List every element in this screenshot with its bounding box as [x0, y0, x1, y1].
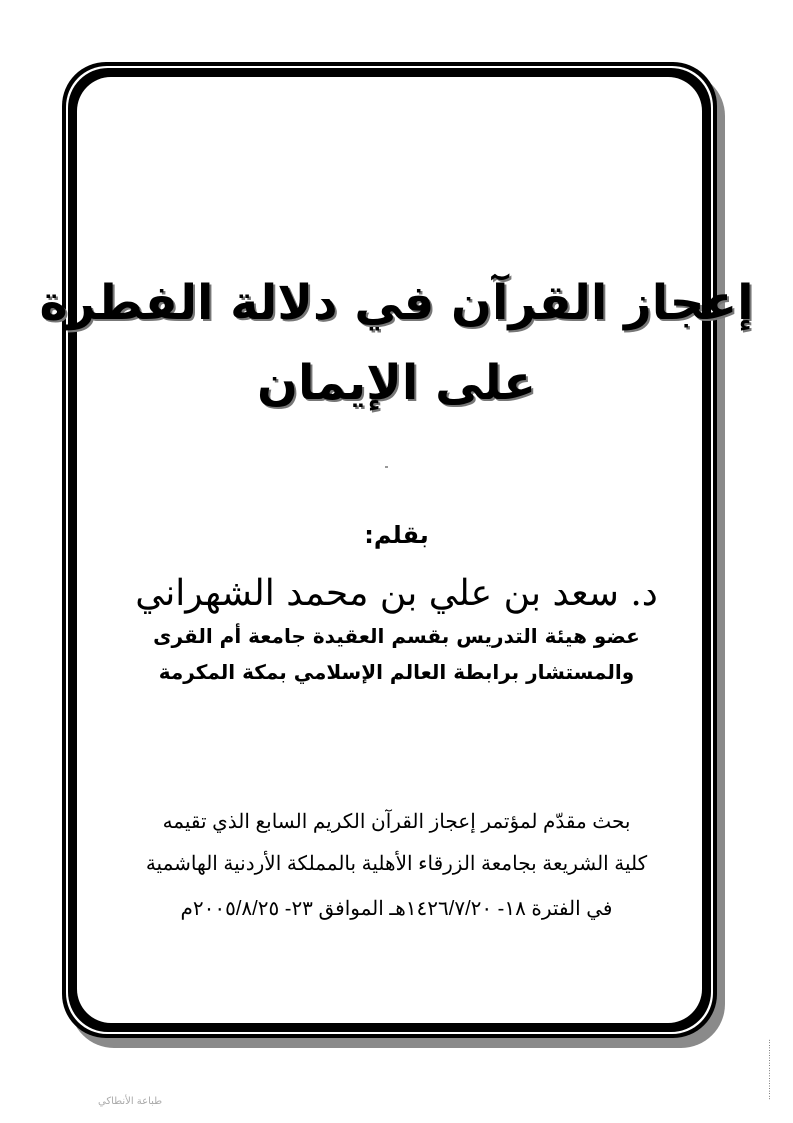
author-affiliation-1: عضو هيئة التدريس بقسم العقيدة جامعة أم القرى [153, 624, 640, 648]
side-note: ........................ [767, 1038, 776, 1100]
printer-watermark: طباعة الأنطاكي [98, 1096, 163, 1107]
by-label: بقلم: [364, 521, 429, 549]
description-line-1: بحث مقدّم لمؤتمر إعجاز القرآن الكريم السابع الذي تقيمه [162, 811, 631, 833]
author-affiliation-2: والمستشار برابطة العالم الإسلامي بمكة المكرمة [158, 660, 635, 684]
title-line-1: إعجاز القرآن في دلالة الفطرة [39, 275, 754, 331]
description-line-3: في الفترة ١٨- ١٤٢٦/٧/٢٠هـ الموافق ٢٣- ٢٠٠٥/٨/٢٥م [180, 898, 613, 920]
title-line-2: على الإيمان [256, 355, 537, 411]
author-name: د. سعد بن علي بن محمد الشهراني [135, 573, 658, 614]
speck [385, 466, 388, 468]
cover-page [77, 77, 702, 1023]
description-line-2: كلية الشريعة بجامعة الزرقاء الأهلية بالمملكة الأردنية الهاشمية [145, 853, 648, 875]
